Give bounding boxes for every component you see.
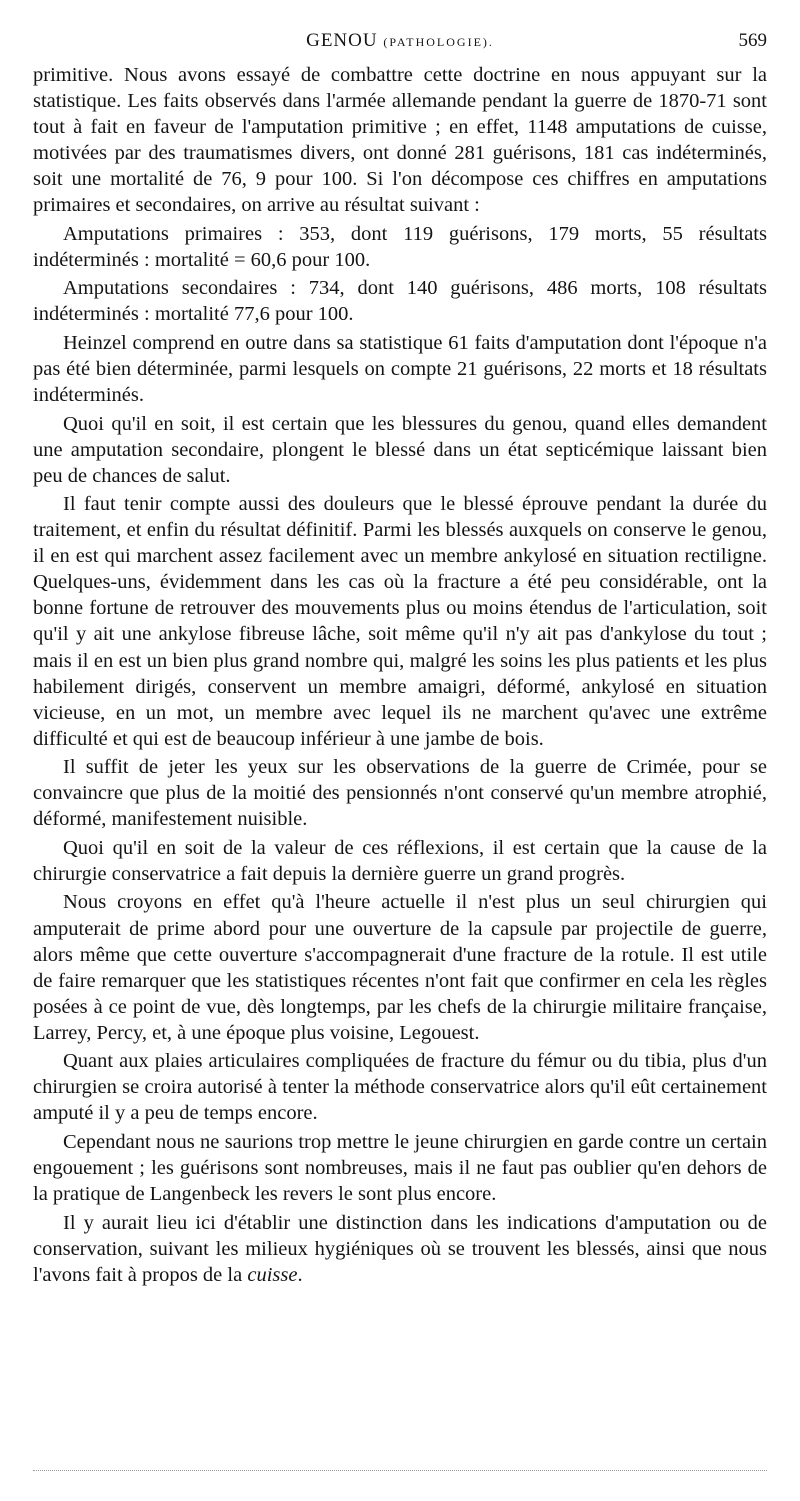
paragraph-6: Il faut tenir compte aussi des douleurs que le blessé éprouve pendant la durée du traitement, et enfin du résultat définitif. Parmi les blessés auxquels on conserve le genou, il en est qui marchent assez facilement avec un membre ankylosé en situation rectiligne. Quelques-uns, évidemment dans les cas où la fracture a été peu considérable, ont la bonne fortune de retrouver des mouvements plus ou moins étendus de l'articulation, soit qu'il y ait une ankylose fibreuse lâche, soit même qu'il n'y ait pas d'ankylose du tout ; mais il en est un bien plus grand nombre qui, malgré les soins les plus patients et les plus habilement dirigés, conservent un membre amaigri, déformé, ankylosé en situation vicieuse, en un mot, un membre avec lequel ils ne marchent qu'avec une extrême difficulté et qui est de beaucoup inférieur à une jambe de bois.	[33, 493, 767, 750]
paragraph-4: Heinzel comprend en outre dans sa statistique 61 faits d'amputation dont l'époque n'a pas été bien déterminée, parmi lesquels on compte 21 guérisons, 22 morts et 18 résultats indéterminés.	[33, 331, 767, 407]
paragraph-12-italic: cuisse	[247, 1263, 298, 1286]
running-title-main: GENOU	[306, 30, 378, 51]
running-title-subtitle: (PATHOLOGIE).	[383, 35, 494, 49]
paragraph-8: Quoi qu'il en soit de la valeur de ces réflexions, il est certain que la cause de la chirurgie conservatrice a fait depuis la dernière guerre un grand progrès.	[33, 836, 767, 885]
body-text	[33, 62, 767, 1290]
paragraph-1: primitive. Nous avons essayé de combattre cette doctrine en nous appuyant sur la statistique. Les faits observés dans l'armée allemande pendant la guerre de 1870-71 sont tout à fait en faveur de l'amputation primitive ; en effet, 1148 amputations de cuisse, motivées par des traumatismes divers, ont donné 281 guérisons, 181 cas indéterminés, soit une mortalité de 76, 9 pour 100. Si l'on décompose ces chiffres en amputations primaires et secondaires, on arrive au résultat suivant :	[33, 64, 767, 217]
paragraph-12-text: Il y aurait lieu ici d'établir une distinction dans les indications d'amputation ou de conservation, suivant les milieux hygiéniques où se trouvent les blessés, ainsi que nous l'avons fait à propos de la	[33, 1211, 767, 1286]
paragraph-9: Nous croyons en effet qu'à l'heure actuelle il n'est plus un seul chirurgien qui amputerait de prime abord pour une ouverture de la capsule par projectile de guerre, alors même que cette ouverture s'accompagnerait d'une fracture de la rotule. Il est utile de faire remarquer que les statistiques récentes n'ont fait que confirmer en cela les règles posées à ce point de vue, dès longtemps, par les chefs de la chirurgie militaire française, Larrey, Percy, et, à une époque plus voisine, Legouest.	[33, 891, 767, 1044]
paragraph-12	[33, 1210, 767, 1288]
running-head	[33, 30, 767, 56]
paragraph-3: Amputations secondaires : 734, dont 140 guérisons, 486 morts, 108 résultats indéterminés : mortalité 77,6 pour 100.	[33, 277, 767, 326]
paragraph-10: Quant aux plaies articulaires compliquées de fracture du fémur ou du tibia, plus d'un chirurgien se croira autorisé à tenter la méthode conservatrice alors qu'il eût certainement amputé il y a peu de temps encore.	[33, 1050, 767, 1125]
paragraph-2: Amputations primaires : 353, dont 119 guérisons, 179 morts, 55 résultats indéterminés : mortalité = 60,6 pour 100.	[33, 222, 767, 271]
paragraph-12-end: .	[297, 1263, 303, 1286]
footer-rule	[33, 1470, 767, 1471]
paragraph-5: Quoi qu'il en soit, il est certain que les blessures du genou, quand elles demandent une amputation secondaire, plongent le blessé dans un état septicémique laissant bien peu de chances de salut.	[33, 412, 767, 487]
paragraph-7: Il suffit de jeter les yeux sur les observations de la guerre de Crimée, pour se convaincre que plus de la moitié des pensionnés n'ont conservé qu'un membre atrophié, déformé, manifestement nuisible.	[33, 756, 767, 831]
book-page	[33, 0, 767, 1501]
running-title	[33, 30, 767, 52]
paragraph-11: Cependant nous ne saurions trop mettre le jeune chirurgien en garde contre un certain engouement ; les guérisons sont nombreuses, mais il ne faut pas oublier qu'en dehors de la pratique de Langenbeck les revers le sont plus encore.	[33, 1130, 767, 1205]
page-number: 569	[738, 30, 767, 51]
